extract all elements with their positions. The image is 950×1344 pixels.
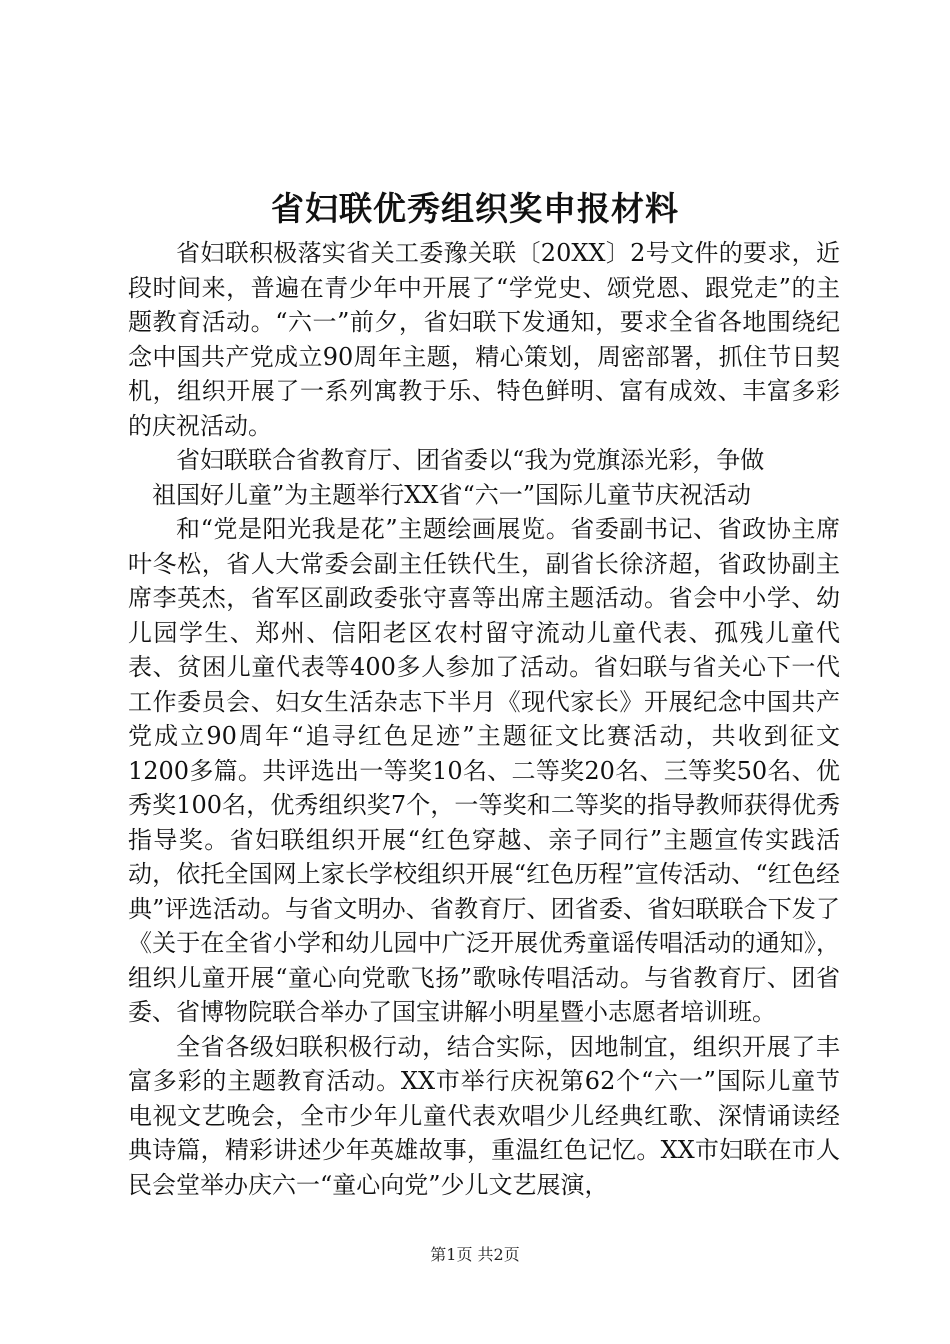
page-indicator: 第1页 共2页 — [430, 1245, 520, 1264]
paragraph-2: 省妇联联合省教育厅、团省委以“我为党旗添光彩，争做 — [176, 446, 765, 474]
paragraph-4: 和“党是阳光我是花”主题绘画展览。省委副书记、省政协主席叶冬松，省人大常委会副主任铁代生，副省长徐济超，省政协副主席李英杰，省军区副政委张守喜等出席主题活动。省会中小学、幼儿园学生、郑州、信阳老区农村留守流动儿童代表、孤残儿童代表、贫困儿童代表等400多人参加了活动。省妇联与省关心下一代工作委员会、妇女生活杂志下半月《现代家长》开展纪念中国共产党成立90周年“追寻红色足迹”主题征文比赛活动，共收到征文1200多篇。共评选出一等奖10名、二等奖20名、三等奖50名、优秀奖100名，优秀组织奖7个，一等奖和二等奖的指导教师获得优秀指导奖。省妇联组织开展“红色穿越、亲子同行”主题宣传实践活动，依托全国网上家长学校组织开展“红色历程”宣传活动、“红色经典”评选活动。与省文明办、省教育厅、团省委、省妇联联合下发了《关于在全省小学和幼儿园中广泛开展优秀童谣传唱活动的通知》，组织儿童开展“童心向党歌飞扬”歌咏传唱活动。与省教育厅、团省委、省博物院联合举办了国宝讲解小明星暨小志愿者培训班。 — [128, 515, 840, 1026]
document-body — [128, 236, 840, 1202]
paragraph-3: 祖国好儿童”为主题举行XX省“六一”国际儿童节庆祝活动 — [152, 480, 751, 509]
paragraph-1: 省妇联积极落实省关工委豫关联〔20XX〕2号文件的要求，近段时间来，普遍在青少年中开展了“学党史、颂党恩、跟党走”的主题教育活动。“六一”前夕，省妇联下发通知，要求全省各地围绕纪念中国共产党成立90周年主题，精心策划，周密部署，抓住节日契机，组织开展了一系列寓教于乐、特色鲜明、富有成效、丰富多彩的庆祝活动。 — [128, 239, 840, 440]
paragraph-5: 全省各级妇联积极行动，结合实际，因地制宜，组织开展了丰富多彩的主题教育活动。XX市举行庆祝第62个“六一”国际儿童节电视文艺晚会，全市少年儿童代表欢唱少儿经典红歌、深情诵读经典诗篇，精彩讲述少年英雄故事，重温红色记忆。XX市妇联在市人民会堂举办庆六一“童心向党”少儿文艺展演， — [128, 1032, 840, 1199]
page-title: 省妇联优秀组织奖申报材料 — [271, 189, 679, 228]
